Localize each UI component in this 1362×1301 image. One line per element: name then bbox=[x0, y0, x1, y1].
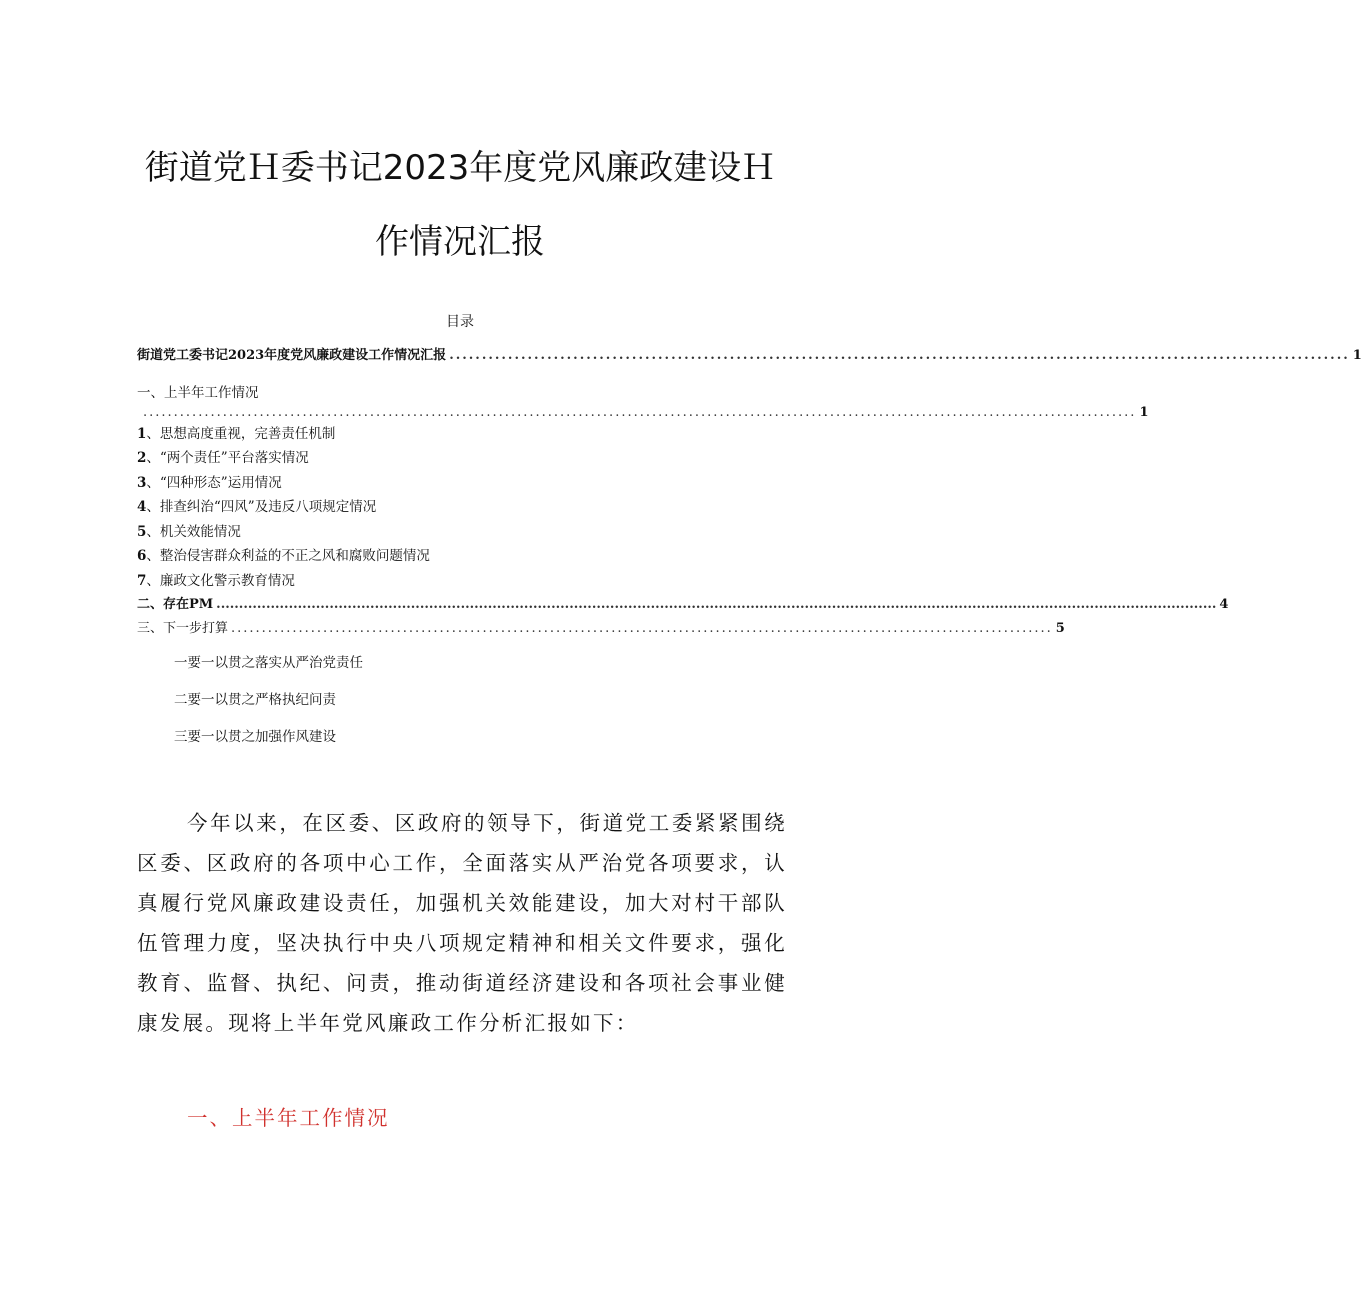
toc-leader-dots: ............................................................................................................................................................................................................................. bbox=[216, 597, 1217, 612]
section-heading-1: 一、上半年工作情况 bbox=[187, 1106, 390, 1130]
toc-leader-dots: .................................................................................................................................................................. bbox=[143, 405, 1137, 420]
toc-item-3[interactable]: 3、“四种形态”运用情况 bbox=[137, 475, 282, 491]
toc-item-1[interactable]: 1、思想高度重视，完善责任机制 bbox=[137, 426, 336, 442]
toc-item-5[interactable]: 5、机关效能情况 bbox=[137, 524, 241, 540]
toc-subitem-3[interactable]: 三要一以贯之加强作风建设 bbox=[174, 729, 336, 745]
toc-page-number: 5 bbox=[1055, 621, 1065, 636]
toc-entry-label: 街道党工委书记2023年度党风廉政建设工作情况汇报 bbox=[137, 348, 447, 363]
document-title-line-2: 作情况汇报 bbox=[375, 222, 545, 262]
toc-entry-label: 二、存在PM bbox=[137, 597, 214, 612]
toc-entry-section-1-leader bbox=[143, 404, 1149, 422]
toc-entry-main[interactable] bbox=[137, 347, 1362, 365]
toc-entry-section-2[interactable] bbox=[137, 596, 1229, 614]
toc-item-2[interactable]: 2、“两个责任”平台落实情况 bbox=[137, 450, 309, 466]
toc-page-number: 4 bbox=[1219, 597, 1229, 612]
toc-leader-dots: .......................................................................................................................................... bbox=[449, 348, 1350, 363]
toc-heading: 目录 bbox=[446, 314, 474, 330]
toc-subitem-1[interactable]: 一要一以贯之落实从严治党责任 bbox=[174, 655, 363, 671]
body-paragraph: 今年以来，在区委、区政府的领导下，街道党工委紧紧围绕区委、区政府的各项中心工作，全面落实从严治党各项要求，认真履行党风廉政建设责任，加强机关效能建设，加大对村干部队伍管理力度，坚决执行中央八项规定精神和相关文件要求，强化教育、监督、执纪、问责，推动街道经济建设和各项社会事业健康发展。现将上半年党风廉政工作分析汇报如下： bbox=[137, 811, 787, 1035]
toc-entry-section-3[interactable] bbox=[137, 620, 1065, 638]
document-title-line-1: 街道党Ｈ委书记2023年度党风廉政建设Ｈ bbox=[144, 148, 776, 188]
toc-page-number: 1 bbox=[1352, 348, 1362, 363]
toc-page-number: 1 bbox=[1139, 405, 1149, 420]
toc-subitem-2[interactable]: 二要一以贯之严格执纪问责 bbox=[174, 692, 336, 708]
toc-item-6[interactable]: 6、整治侵害群众利益的不正之风和腐败问题情况 bbox=[137, 548, 430, 564]
toc-entry-section-1[interactable]: 一、上半年工作情况 bbox=[137, 385, 259, 401]
toc-item-7[interactable]: 7、廉政文化警示教育情况 bbox=[137, 573, 295, 589]
toc-item-4[interactable]: 4、排查纠治“四风”及违反八项规定情况 bbox=[137, 499, 377, 515]
toc-entry-label: 三、下一步打算 bbox=[137, 621, 229, 636]
toc-leader-dots: ...................................................................................................................................... bbox=[231, 621, 1053, 636]
